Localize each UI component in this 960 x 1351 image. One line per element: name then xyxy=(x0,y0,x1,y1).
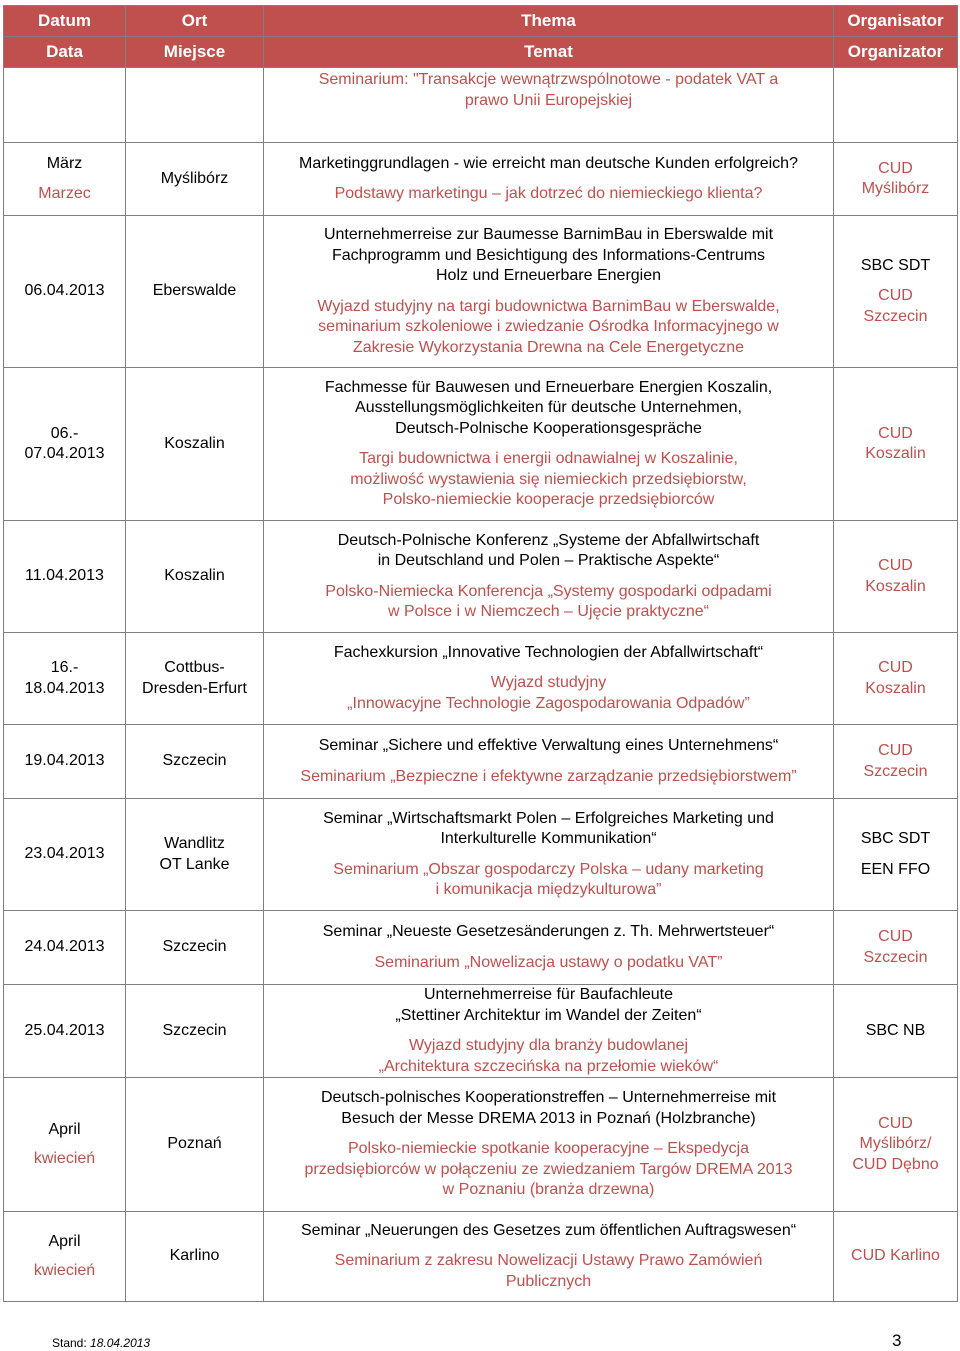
spacer xyxy=(8,1252,121,1261)
topic-de-line: „Stettiner Architektur im Wandel der Zeiten“ xyxy=(395,1006,702,1024)
header-topic-de: Thema xyxy=(264,6,834,37)
topic-de-line: Seminar „Neueste Gesetzesänderungen z. Th. Mehrwertsteuer“ xyxy=(322,923,775,940)
topic-pl-line: w Poznaniu (branża drzewna) xyxy=(442,1181,655,1199)
organizer-line: CUD xyxy=(878,159,913,177)
organizer-line: SBC SDT xyxy=(860,830,931,847)
place-line: OT Lanke xyxy=(159,855,230,873)
date-line: 25.04.2013 xyxy=(24,1021,105,1039)
topic-de-line: Besuch der Messe DREMA 2013 in Poznań (Holzbranche) xyxy=(341,1109,756,1127)
organizer-line: CUD xyxy=(878,287,913,305)
topic-pl-line: seminarium szkoleniowe i zwiedzanie Ośrodka Informacyjnego w xyxy=(318,318,779,335)
table-row xyxy=(4,725,958,799)
topic-pl-line: Wyjazd studyjny na targi budownictwa BarnimBau w Eberswalde, xyxy=(317,297,780,315)
organizer-line: CUD xyxy=(878,742,913,759)
topic-de-line: Marketinggrundlagen - wie erreicht man deutsche Kunden erfolgreich? xyxy=(299,154,798,172)
topic-cell xyxy=(264,633,834,725)
header-date-de: Datum xyxy=(4,6,126,37)
topic-cell xyxy=(264,68,834,143)
organizer-line: CUD Dębno xyxy=(852,1155,939,1173)
spacer xyxy=(838,276,953,286)
topic-pl-line: Publicznych xyxy=(505,1272,592,1290)
header-row-pl xyxy=(4,37,958,68)
topic-de-line: Holz und Erneuerbare Energien xyxy=(435,267,662,284)
topic-pl-line: Wyjazd studyjny dla branży budowlanej xyxy=(408,1037,689,1054)
organizer-line: SBC NB xyxy=(865,1021,926,1039)
table-row xyxy=(4,1212,958,1302)
date-line: 06.04.2013 xyxy=(24,282,105,300)
date-cell xyxy=(4,1212,126,1302)
table-row xyxy=(4,521,958,633)
topic-cell xyxy=(264,725,834,799)
place-line: Karlino xyxy=(169,1247,220,1265)
table-row xyxy=(4,911,958,985)
date-cell xyxy=(4,1078,126,1212)
place-line: Dresden-Erfurt xyxy=(142,679,247,697)
topic-de-line: Unternehmerreise zur Baumesse BarnimBau in Eberswalde mit xyxy=(323,226,774,243)
organizer-cell xyxy=(834,911,958,985)
date-line: 24.04.2013 xyxy=(24,938,105,956)
header-date-pl: Data xyxy=(4,37,126,68)
topic-de-line: Seminar „Neuerungen des Gesetzes zum öffentlichen Auftragswesen“ xyxy=(300,1221,797,1239)
spacer xyxy=(268,943,829,953)
organizer-line: CUD Karlino xyxy=(851,1247,940,1265)
date-cell xyxy=(4,68,126,143)
topic-pl-line: Podstawy marketingu – jak dotrzeć do niemieckiego klienta? xyxy=(334,185,763,202)
spacer xyxy=(268,174,829,184)
place-cell xyxy=(126,68,264,143)
topic-pl-line: możliwość wystawienia się niemieckich przedsiębiorstw, xyxy=(350,470,747,488)
header-place-de: Ort xyxy=(126,6,264,37)
schedule-body xyxy=(4,68,958,1302)
date-cell xyxy=(4,143,126,216)
stand-label: Stand: xyxy=(52,1336,87,1350)
header-org-de: Organisator xyxy=(834,6,958,37)
date-cell xyxy=(4,799,126,911)
topic-cell xyxy=(264,143,834,216)
topic-pl-line: Polsko-Niemiecka Konferencja „Systemy gospodarki odpadami xyxy=(325,582,772,600)
date-cell xyxy=(4,911,126,985)
topic-de-line: Seminar „Sichere und effektive Verwaltung eines Unternehmens“ xyxy=(318,737,779,754)
topic-de-line: Fachprogramm und Besichtigung des Informations-Centrums xyxy=(331,246,766,264)
organizer-line: Koszalin xyxy=(865,679,926,697)
date-line: 07.04.2013 xyxy=(24,445,105,462)
place-line: Eberswalde xyxy=(152,282,237,300)
date-line: 18.04.2013 xyxy=(24,679,105,697)
place-cell xyxy=(126,368,264,521)
place-line: Cottbus- xyxy=(164,659,225,676)
date-cell xyxy=(4,521,126,633)
organizer-cell xyxy=(834,143,958,216)
date-line: 16.- xyxy=(50,659,79,676)
topic-de-line: Seminar „Wirtschaftsmarkt Polen – Erfolgreiches Marketing und xyxy=(323,809,774,827)
place-cell xyxy=(126,1212,264,1302)
date-line: 19.04.2013 xyxy=(24,752,105,770)
topic-cell xyxy=(264,368,834,521)
table-row xyxy=(4,143,958,216)
date-cell xyxy=(4,216,126,368)
organizer-cell xyxy=(834,799,958,911)
date-cell xyxy=(4,633,126,725)
date-cell xyxy=(4,368,126,521)
organizer-cell xyxy=(834,725,958,799)
place-line: Koszalin xyxy=(164,567,225,585)
place-line: Szczecin xyxy=(162,752,227,770)
date-line: 06.- xyxy=(50,424,79,442)
topic-de-line: Ausstellungsmöglichkeiten für deutsche Unternehmen, xyxy=(355,399,742,416)
place-cell xyxy=(126,216,264,368)
organizer-cell xyxy=(834,1078,958,1212)
date-line: kwiecień xyxy=(33,1150,96,1167)
date-line: April xyxy=(48,1232,81,1250)
header-topic-pl: Temat xyxy=(264,37,834,68)
organizer-line: CUD xyxy=(878,424,913,442)
topic-pl-line: Seminarium z zakresu Nowelizacji Ustawy Prawo Zamówień xyxy=(334,1252,763,1270)
topic-pl-line: Seminarium „Bezpieczne i efektywne zarządzanie przedsiębiorstwem” xyxy=(300,767,797,785)
topic-pl-line: „Innowacyjne Technologie Zagospodarowania Odpadów” xyxy=(347,694,750,712)
table-row xyxy=(4,985,958,1078)
place-cell xyxy=(126,911,264,985)
organizer-cell xyxy=(834,633,958,725)
topic-pl-line: Wyjazd studyjny xyxy=(490,674,607,692)
organizer-cell xyxy=(834,68,958,143)
topic-cell xyxy=(264,1078,834,1212)
place-line: Myślibórz xyxy=(160,169,229,187)
organizer-line: CUD xyxy=(878,928,913,945)
organizer-line: Koszalin xyxy=(865,445,926,462)
organizer-line: CUD xyxy=(878,557,913,574)
topic-de-line: Deutsch-polnisches Kooperationstreffen – Unternehmerreise mit xyxy=(320,1089,777,1107)
date-line: April xyxy=(48,1120,81,1138)
table-row xyxy=(4,368,958,521)
spacer xyxy=(268,287,829,297)
topic-cell xyxy=(264,521,834,633)
place-cell xyxy=(126,985,264,1078)
spacer xyxy=(268,1241,829,1251)
spacer xyxy=(268,572,829,582)
organizer-line: EEN FFO xyxy=(860,860,931,878)
table-row xyxy=(4,633,958,725)
place-line: Poznań xyxy=(167,1135,222,1153)
date-line: Marzec xyxy=(38,184,91,202)
place-line: Szczecin xyxy=(162,938,227,956)
topic-pl-line: i komunikacja międzykulturowa” xyxy=(435,881,662,898)
topic-pl-line: Zakresie Wykorzystania Drewna na Cele Energetyczne xyxy=(352,338,745,356)
topic-cell xyxy=(264,911,834,985)
topic-de-line: Fachmesse für Bauwesen und Erneuerbare Energien Koszalin, xyxy=(324,378,773,396)
spacer xyxy=(8,175,121,184)
date-line: 11.04.2013 xyxy=(25,567,104,585)
topic-pl-line: Polsko-niemieckie kooperacje przedsiębiorców xyxy=(382,491,715,508)
topic-de-line: Deutsch-Polnische Konferenz „Systeme der Abfallwirtschaft xyxy=(337,531,760,549)
schedule-table xyxy=(3,5,958,1302)
organizer-line: SBC SDT xyxy=(860,256,931,274)
organizer-line: Koszalin xyxy=(865,577,926,595)
place-cell xyxy=(126,725,264,799)
organizer-cell xyxy=(834,1212,958,1302)
topic-de-line: Interkulturelle Kommunikation“ xyxy=(440,830,657,847)
topic-pl-line: prawo Unii Europejskiej xyxy=(464,91,633,109)
topic-pl-line: w Polsce i w Niemczech – Ujęcie praktyczne“ xyxy=(388,603,709,620)
date-cell xyxy=(4,725,126,799)
organizer-line: Szczecin xyxy=(863,307,928,325)
organizer-line: CUD xyxy=(878,659,913,676)
place-cell xyxy=(126,799,264,911)
table-row xyxy=(4,68,958,143)
spacer xyxy=(838,850,953,860)
organizer-cell xyxy=(834,521,958,633)
place-line: Szczecin xyxy=(162,1021,227,1039)
table-row xyxy=(4,216,958,368)
topic-pl-line: Seminarium „Obszar gospodarczy Polska – udany marketing xyxy=(333,860,764,878)
topic-de-line: Fachexkursion „Innovative Technologien der Abfallwirtschaft“ xyxy=(333,643,764,661)
place-cell xyxy=(126,143,264,216)
spacer xyxy=(8,1140,121,1149)
spacer xyxy=(268,1026,829,1036)
spacer xyxy=(268,1129,829,1139)
date-line: März xyxy=(46,155,83,172)
topic-cell xyxy=(264,799,834,911)
place-cell xyxy=(126,1078,264,1212)
table-row xyxy=(4,799,958,911)
organizer-cell xyxy=(834,368,958,521)
organizer-line: CUD xyxy=(878,1114,913,1132)
place-cell xyxy=(126,521,264,633)
date-line: 23.04.2013 xyxy=(24,845,105,863)
place-line: Koszalin xyxy=(164,434,225,452)
spacer xyxy=(268,663,829,673)
organizer-cell xyxy=(834,985,958,1078)
organizer-line: Szczecin xyxy=(863,948,928,966)
topic-cell xyxy=(264,985,834,1078)
organizer-line: Szczecin xyxy=(863,762,928,780)
topic-cell xyxy=(264,216,834,368)
stand-date: 18.04.2013 xyxy=(90,1336,151,1350)
place-cell xyxy=(126,633,264,725)
table-row xyxy=(4,1078,958,1212)
date-cell xyxy=(4,985,126,1078)
organizer-line: Myślibórz/ xyxy=(859,1135,932,1153)
footer-stand xyxy=(52,1336,150,1350)
topic-de-line: Unternehmerreise für Baufachleute xyxy=(423,986,674,1003)
header-row-de xyxy=(4,6,958,37)
place-line: Wandlitz xyxy=(164,835,225,852)
date-line: kwiecień xyxy=(33,1262,96,1279)
spacer xyxy=(268,757,829,767)
topic-pl-line: Seminarium: "Transakcje wewnątrzwspólnotowe - podatek VAT a xyxy=(318,71,779,88)
topic-de-line: in Deutschland und Polen – Praktische Aspekte“ xyxy=(377,552,720,569)
header-org-pl: Organizator xyxy=(834,37,958,68)
topic-pl-line: przedsiębiorców w połączeniu ze zwiedzaniem Targów DREMA 2013 xyxy=(304,1160,793,1178)
topic-pl-line: Targi budownictwa i energii odnawialnej w Koszalinie, xyxy=(359,450,738,467)
topic-pl-line: „Architektura szczecińska na przełomie wieków“ xyxy=(378,1057,719,1075)
spacer xyxy=(268,850,829,860)
page-number: 3 xyxy=(892,1331,902,1350)
spacer xyxy=(268,439,829,449)
topic-cell xyxy=(264,1212,834,1302)
topic-de-line: Deutsch-Polnische Kooperationsgespräche xyxy=(395,419,702,437)
organizer-cell xyxy=(834,216,958,368)
organizer-line: Myślibórz xyxy=(861,180,930,197)
header-place-pl: Miejsce xyxy=(126,37,264,68)
topic-pl-line: Polsko-niemieckie spotkanie kooperacyjne – Ekspedycja xyxy=(347,1140,750,1158)
topic-pl-line: Seminarium „Nowelizacja ustawy o podatku VAT” xyxy=(374,953,723,971)
